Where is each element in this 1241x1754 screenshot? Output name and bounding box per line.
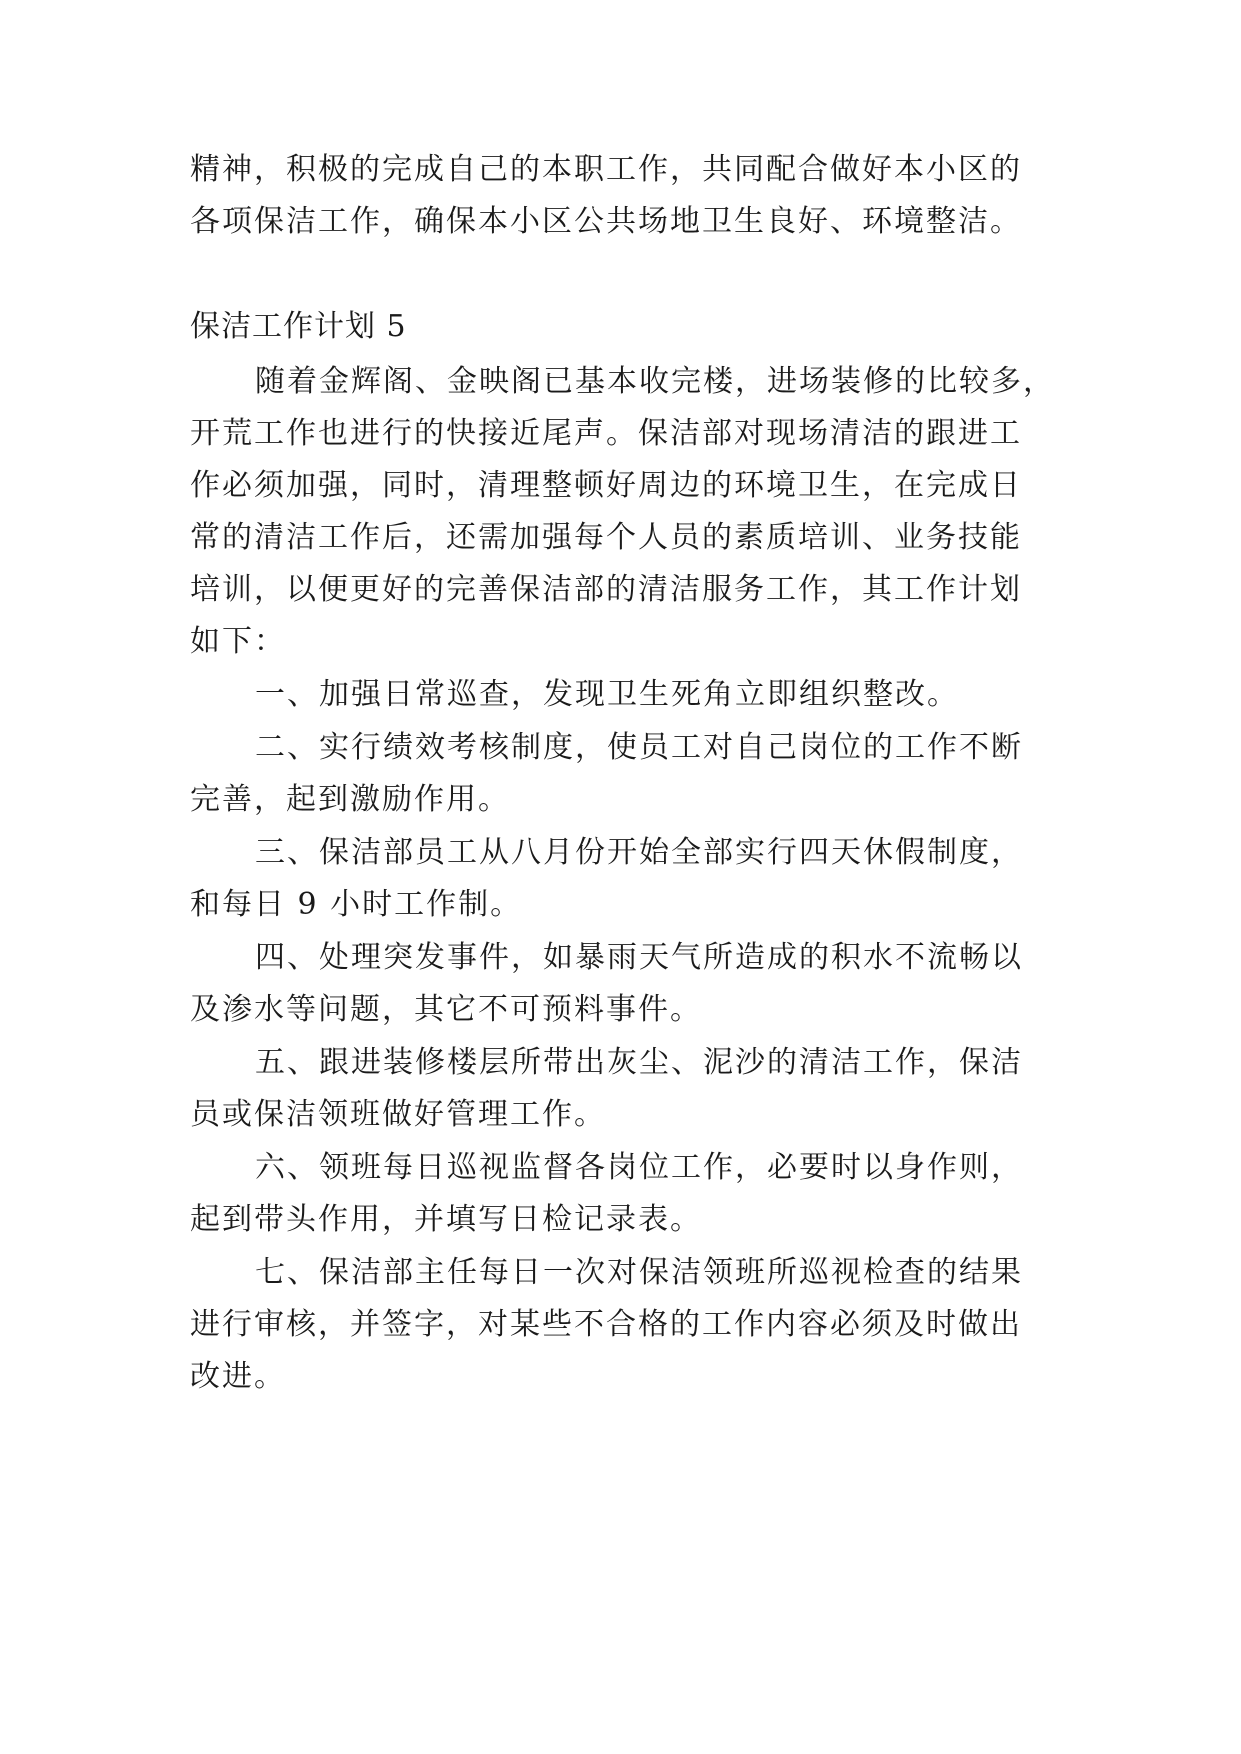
list-item-5-line-2: 员或保洁领班做好管理工作。 [190, 1097, 606, 1132]
list-item-5-line-1: 五、跟进装修楼层所带出灰尘、泥沙的清洁工作，保洁 [255, 1045, 1023, 1080]
list-item-6-line-2: 起到带头作用，并填写日检记录表。 [190, 1202, 702, 1237]
body-line-2: 开荒工作也进行的快接近尾声。保洁部对现场清洁的跟进工 [190, 416, 1022, 451]
intro-line-1: 精神，积极的完成自己的本职工作，共同配合做好本小区的 [190, 152, 1022, 187]
list-item-2-line-2: 完善，起到激励作用。 [190, 782, 510, 817]
body-line-1: 随着金辉阁、金映阁已基本收完楼，进场装修的比较多， [255, 364, 1055, 399]
list-item-2-line-1: 二、实行绩效考核制度，使员工对自己岗位的工作不断 [255, 730, 1023, 765]
list-item-7-line-2: 进行审核，并签字，对某些不合格的工作内容必须及时做出 [190, 1307, 1022, 1342]
list-item-1-line-1: 一、加强日常巡查，发现卫生死角立即组织整改。 [255, 677, 959, 712]
body-line-4: 常的清洁工作后，还需加强每个人员的素质培训、业务技能 [190, 520, 1022, 555]
list-item-4-line-1: 四、处理突发事件，如暴雨天气所造成的积水不流畅以 [255, 940, 1023, 975]
list-item-6-line-1: 六、领班每日巡视监督各岗位工作，必要时以身作则， [255, 1150, 1023, 1185]
list-item-7-line-3: 改进。 [190, 1359, 286, 1394]
body-line-6: 如下： [190, 624, 286, 659]
list-item-4-line-2: 及渗水等问题，其它不可预料事件。 [190, 992, 702, 1027]
body-line-3: 作必须加强，同时，清理整顿好周边的环境卫生，在完成日 [190, 468, 1022, 503]
intro-line-2: 各项保洁工作，确保本小区公共场地卫生良好、环境整洁。 [190, 204, 1022, 239]
list-item-3-line-2: 和每日 9 小时工作制。 [190, 887, 523, 922]
body-line-5: 培训，以便更好的完善保洁部的清洁服务工作，其工作计划 [190, 572, 1022, 607]
list-item-3-line-1: 三、保洁部员工从八月份开始全部实行四天休假制度， [255, 835, 1023, 870]
list-item-7-line-1: 七、保洁部主任每日一次对保洁领班所巡视检查的结果 [255, 1255, 1023, 1290]
section-title: 保洁工作计划 5 [190, 309, 407, 344]
